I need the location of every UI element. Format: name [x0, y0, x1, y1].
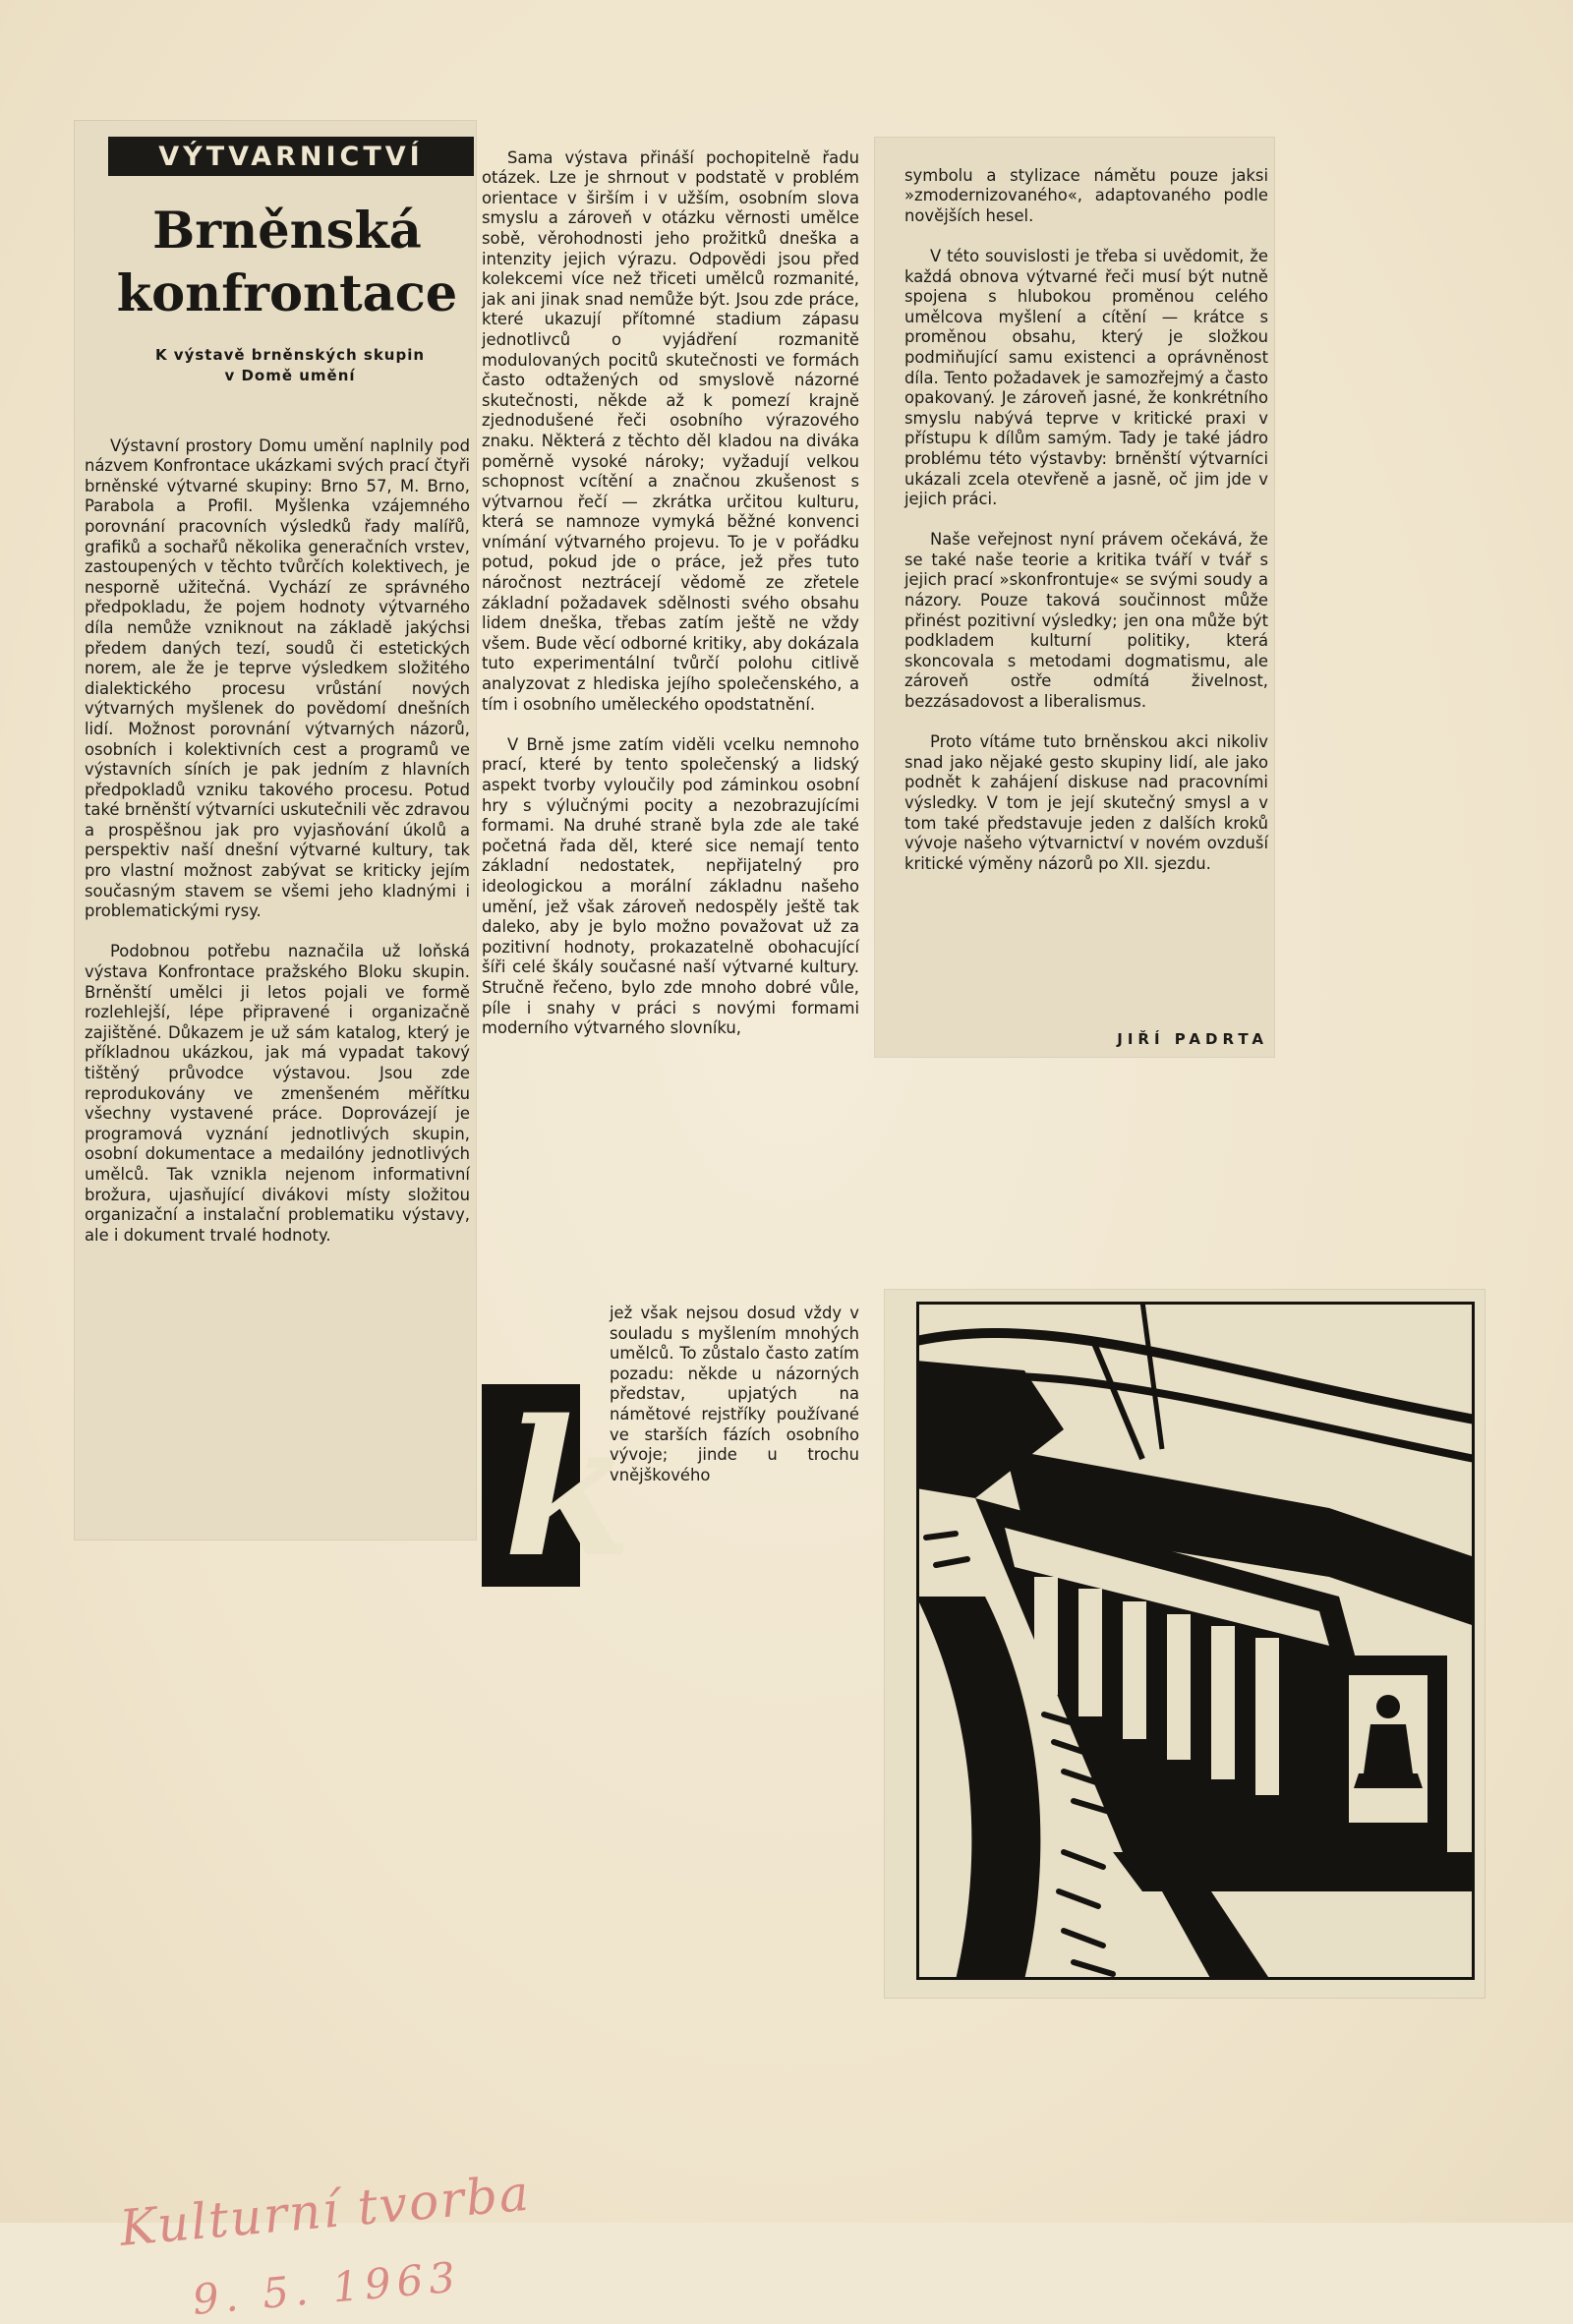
column-3-text [904, 145, 1268, 895]
handwritten-date-note: 9. 5. 1963 [190, 2252, 463, 2324]
paragraph: Sama výstava přináší pochopitelně řadu otázek. Lze je shrnout v podstatě v problém orientace v širším i v užším, osobním slova smyslu a zároveň v otázku věrnosti umělce sobě, věrohodnosti jeho prožitků dneška a intenzity jejich výrazu. Odpovědi jsou před kolekcemi více než třiceti umělců rozmanité, jak ani jinak snad nemůže být. Jsou zde práce, které ukazují přítomné stadium zápasu jednotlivců o vyjádření rozmanitě modulovaných pocitů skutečnosti ve formách často odtažených od smyslově názorné skutečnosti, někde až k pomezí krajně zjednodušené řeči osobního výrazového znaku. Některá z těchto děl kladou na diváka poměrně vysoké nároky; vyžadují velkou schopnost vcítění a značnou zkušenost s výtvarnou řečí — zkrátka určitou kulturu, která se namnoze vymyká běžné konvenci vnímání výtvarného projevu. To je v pořádku potud, pokud jde o práce, jež přes tuto náročnost neztrácejí vědomě ze zřetele základní požadavek sdělnosti svého obsahu lidem dneška, třebas zatím ještě ne vždy všem. Bude věcí odborné kritiky, aby dokázala tuto experimentální tvůrčí polohu citlivě analyzovat z hlediska jejího společenského, a tím i osobního uměleckého opodstatnění. [482, 147, 859, 714]
paragraph: V této souvislosti je třeba si uvědomit, že každá obnova výtvarné řeči musí být nutně spojena s hlubokou proměnou celého umělcova myšlení a cítění — krátce s proměnou obsahu, který je složkou podmiňující samu existenci a oprávněnost díla. Tento požadavek je samozřejmý a často opakovaný. Je zároveň jasné, že konkrétního smyslu nabývá teprve v kritické praxi v přístupu k dílům samým. Tady je také jádro problému této výstavby: brněnští výtvarníci ukázali zcela otevřeně a jasně, oč jim jde v jejich práci. [904, 246, 1268, 509]
article-subheadline: K výstavě brněnských skupin v Domě umění [154, 346, 426, 384]
decorative-initial-letter: k [503, 1379, 633, 1598]
paragraph: Proto vítáme tuto brněnskou akci nikoliv snad jako nějaké gesto skupiny lidí, ale jako podnět k zahájení diskuse nad pracovními výsledky. V tom je její skutečný smysl a v tom také představuje jeden z dalších kroků vývoje našeho výtvarnictví v novém ovzduší kritické výměny názorů po XII. sjezdu. [904, 732, 1268, 873]
woodcut-illustration [916, 1302, 1475, 1980]
woodcut-illustration-clipping [885, 1290, 1485, 1998]
article-headline: Brněnská konfrontace [116, 202, 458, 323]
paragraph: V Brně jsme zatím viděli vcelku nemnoho prací, které by tento společenský a lidský aspekt tvorby vyloučily pod záminkou osobní hry s výlučnými pocity a nezobrazujícími formami. Na druhé straně byla zde ale také početná řada děl, které sice nemají tento základní nedostatek, nepřijatelný pro ideologickou a morální základnu našeho umění, jež však zároveň nedospěly ještě tak daleko, aby je bylo možno považovat už za pozitivní hodnoty, prokazatelně obohacující šíři celé škály současné naší výtvarné kultury. Stručně řečeno, bylo zde mnoho dobré vůle, píle i snahy v práci s novými formami moderního výtvarného slovníku, [482, 734, 859, 1038]
clipping-column-2 [482, 128, 873, 1598]
column-2-continuation: jež však nejsou dosud vždy v souladu s myšlením mnohých umělců. To zůstalo často zatím pozadu: někde u názorných představ, upjatých na námětové rejstříky používané ve starších fázích osobního vývoje; jinde u trochu vnějškového [610, 1304, 859, 1484]
clipping-column-3 [875, 138, 1274, 1057]
paragraph: Podobnou potřebu naznačila už loňská výstava Konfrontace pražského Bloku skupin. Brněnští umělci ji letos pojali ve formě rozlehlejší, lépe připravené i organizačně zajištěné. Důkazem je už sám katalog, který je příkladnou ukázkou, jak má vypadat takový tištěný průvodce výstavou. Jsou zde reprodukovány ve zmenšeném měřítku všechny vystavené práce. Doprovázejí je programová vyznání jednotlivých skupin, osobní dokumentace a medailóny jednotlivých umělců. Tak vznikla nejenom informativní brožura, ujasňující divákovi místy složitou organizační a instalační problematiku výstavy, ale i dokument trvalé hodnoty. [85, 942, 470, 1245]
clipping-column-1 [75, 121, 476, 1540]
paragraph: Naše veřejnost nyní právem očekává, že se také naše teorie a kritika tváří v tvář s jejich prací »skonfrontuje« se svými soudy a názory. Pouze taková součinnost může přinést pozitivní výsledky; jen ona může být podkladem kulturní politiky, která skoncovala s metodami dogmatismu, ale zároveň ostře odmítá živelnost, bezzásadovost a liberalismus. [904, 530, 1268, 712]
column-1-text [85, 416, 470, 1266]
paragraph: symbolu a stylizace námětu pouze jaksi »zmodernizovaného«, adaptovaného podle novějších hesel. [904, 165, 1268, 225]
author-byline: JIŘÍ PADRTA [1117, 1030, 1268, 1048]
paragraph: Výstavní prostory Domu umění naplnily pod názvem Konfrontace ukázkami svých prací čtyři brněnské výtvarné skupiny: Brno 57, M. Brno, Parabola a Profil. Myšlenka vzájemného porovnání pracovních výsledků řady malířů, grafiků a sochařů několika generačních vrstev, zastoupených v těchto tvůrčích kolektivech, je nesporně užitečná. Vychází ze správného předpokladu, že pojem hodnoty výtvarného díla nemůže vzniknout na základě jakýchsi předem daných tezí, soudů či estetických norem, ale že je teprve výsledkem složitého dialektického procesu vrůstání nových výtvarných myšlenek do povědomí dnešních lidí. Možnost porovnání výtvarných názorů, osobních i kolektivních cest a programů ve výstavních síních je pak jedním z hlavních předpokladů vzniku takového procesu. Potud také brněnští výtvarníci uskutečnili věc zdravou a prospěšnou jak pro vyjasňování úkolů a perspektiv naší dnešní výtvarné kultury, tak pro vlastní možnost zabývat se kriticky jejím současným stavem se všemi jeho kladnými i problematickými rysy. [85, 436, 470, 921]
column-2-text [482, 128, 859, 1059]
handwritten-source-note: Kulturní tvorba [117, 2164, 533, 2257]
section-label: VÝTVARNICTVÍ [108, 137, 474, 176]
